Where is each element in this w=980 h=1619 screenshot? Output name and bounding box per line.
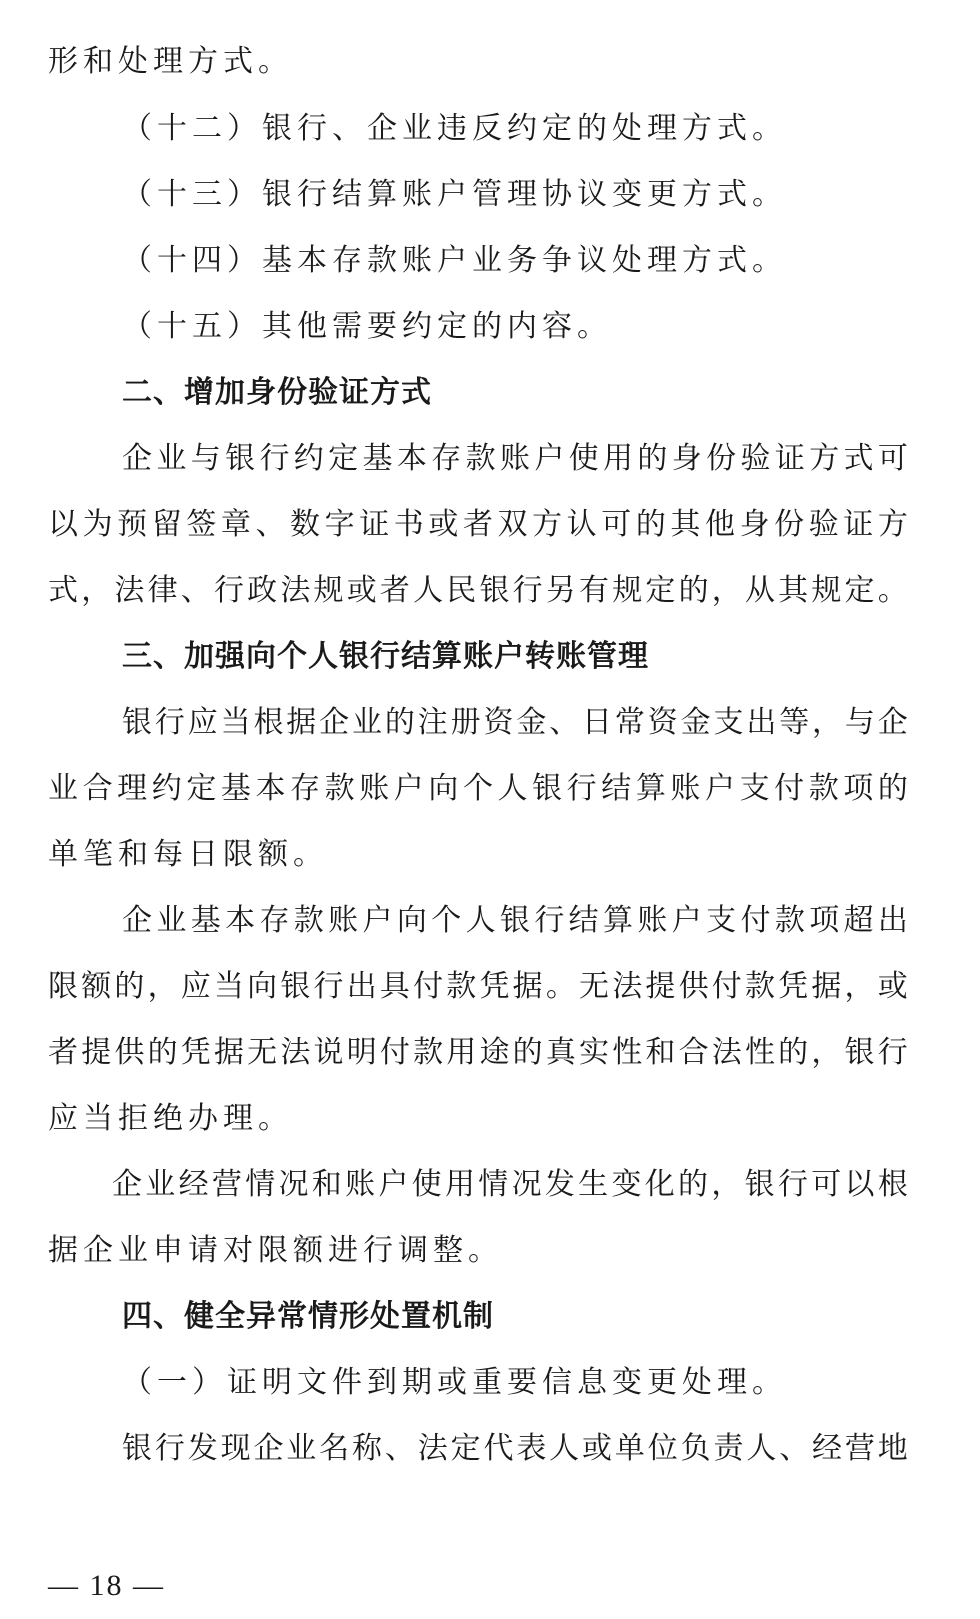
paragraph-continuation-line: 形和处理方式。 (48, 44, 293, 79)
paragraph-notice-line-1: 银 行 发 现 企 业 名 称 、 法 定 代 表 人 或 单 位 负 责 人 、 经 营 地 (122, 1431, 908, 1466)
paragraph-adjust-line-2: 据企业申请对限额进行调整。 (48, 1233, 503, 1268)
paragraph-limits-line-2: 业 合 理 约 定 基 本 存 款 账 户 向 个 人 银 行 结 算 账 户 支 付 款 项 的 (48, 771, 908, 806)
section-heading-3: 三、加强向个人银行结算账户转账管理 (122, 639, 649, 674)
sub-item-1: （一）证明文件到期或重要信息变更处理。 (122, 1365, 787, 1400)
paragraph-limits-line-3: 单笔和每日限额。 (48, 837, 328, 872)
section-heading-4: 四、健全异常情形处置机制 (122, 1299, 494, 1334)
list-item-14: （十四）基本存款账户业务争议处理方式。 (122, 243, 787, 278)
paragraph-exceed-line-4: 应当拒绝办理。 (48, 1101, 293, 1136)
list-item-13: （十三）银行结算账户管理协议变更方式。 (122, 177, 787, 212)
paragraph-exceed-line-2: 限 额 的 ， 应 当 向 银 行 出 具 付 款 凭 据 。 无 法 提 供 付 款 凭 据 ， 或 (48, 969, 908, 1004)
paragraph-exceed-line-3: 者 提 供 的 凭 据 无 法 说 明 付 款 用 途 的 真 实 性 和 合 法 性 的 ， 银 行 (48, 1035, 908, 1070)
page-number: — 18 — (48, 1569, 165, 1602)
list-item-12: （十二）银行、企业违反约定的处理方式。 (122, 111, 787, 146)
paragraph-identity-line-1: 企 业 与 银 行 约 定 基 本 存 款 账 户 使 用 的 身 份 验 证 方 式 可 (122, 441, 908, 476)
paragraph-limits-line-1: 银 行 应 当 根 据 企 业 的 注 册 资 金 、 日 常 资 金 支 出 等 ， 与 企 (122, 705, 908, 740)
paragraph-adjust-line-1: 企 业 经 营 情 况 和 账 户 使 用 情 况 发 生 变 化 的 ， 银 行 可 以 根 (112, 1167, 908, 1202)
paragraph-exceed-line-1: 企 业 基 本 存 款 账 户 向 个 人 银 行 结 算 账 户 支 付 款 项 超 出 (122, 903, 908, 938)
paragraph-identity-line-2: 以 为 预 留 签 章 、 数 字 证 书 或 者 双 方 认 可 的 其 他 身 份 验 证 方 (48, 507, 908, 542)
list-item-15: （十五）其他需要约定的内容。 (122, 309, 612, 344)
paragraph-identity-line-3: 式 ， 法 律 、 行 政 法 规 或 者 人 民 银 行 另 有 规 定 的 ， 从 其 规 定 。 (48, 573, 908, 608)
section-heading-2: 二、增加身份验证方式 (122, 375, 432, 410)
